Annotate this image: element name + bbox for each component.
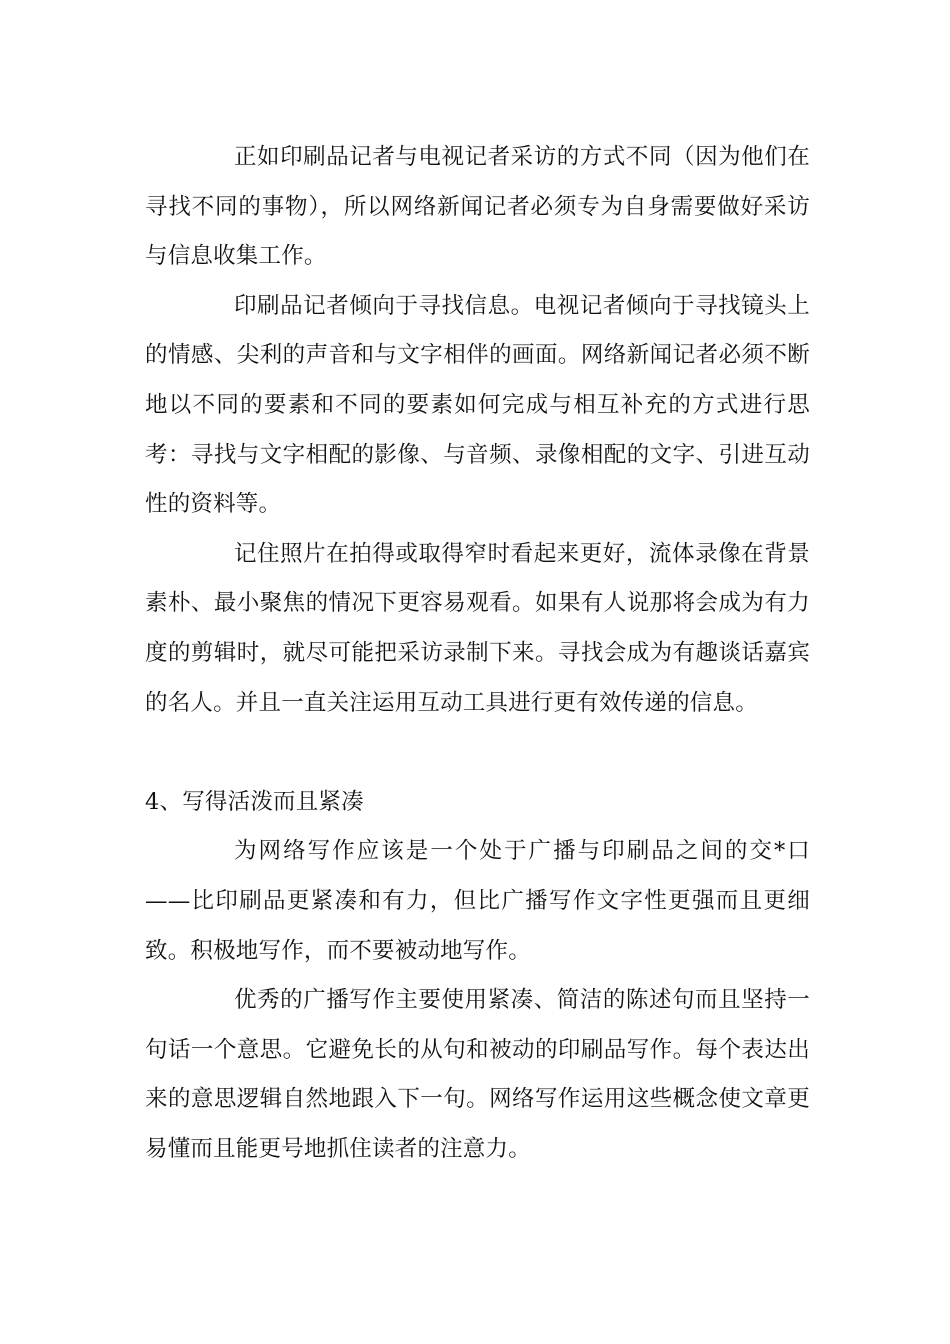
paragraph-reporter-tendencies: 印刷品记者倾向于寻找信息。电视记者倾向于寻找镜头上的情感、尖利的声音和与文字相伴的画面。网络新闻记者必须不断地以不同的要素和不同的要素如何完成与相互补充的方式进行思考：寻找与文字相配的影像、与音频、录像相配的文字、引进互动性的资料等。 (145, 292, 810, 518)
blank-line (145, 728, 810, 778)
paragraph-interview-methods: 正如印刷品记者与电视记者采访的方式不同（因为他们在寻找不同的事物），所以网络新闻记者必须专为自身需要做好采访与信息收集工作。 (145, 144, 810, 270)
paragraph-photo-video-tips: 记住照片在拍得或取得窄时看起来更好，流体录像在背景素朴、最小聚焦的情况下更容易观看。如果有人说那将会成为有力度的剪辑时，就尽可能把采访录制下来。寻找会成为有趣谈话嘉宾的名人。并且一直关注运用互动工具进行更有效传递的信息。 (145, 540, 810, 716)
paragraph-broadcast-writing: 优秀的广播写作主要使用紧凑、简洁的陈述句而且坚持一句话一个意思。它避免长的从句和被动的印刷品写作。每个表达出来的意思逻辑自然地跟入下一句。网络写作运用这些概念使文章更易懂而且能更号地抓住读者的注意力。 (145, 987, 810, 1162)
paragraph-web-writing: 为网络写作应该是一个处于广播与印刷品之间的交*口——比印刷品更紧凑和有力，但比广播写作文字性更强而且更细致。积极地写作，而不要被动地写作。 (145, 838, 810, 964)
document-body (145, 133, 810, 1174)
section-heading: 4、写得活泼而且紧凑 (145, 788, 364, 815)
